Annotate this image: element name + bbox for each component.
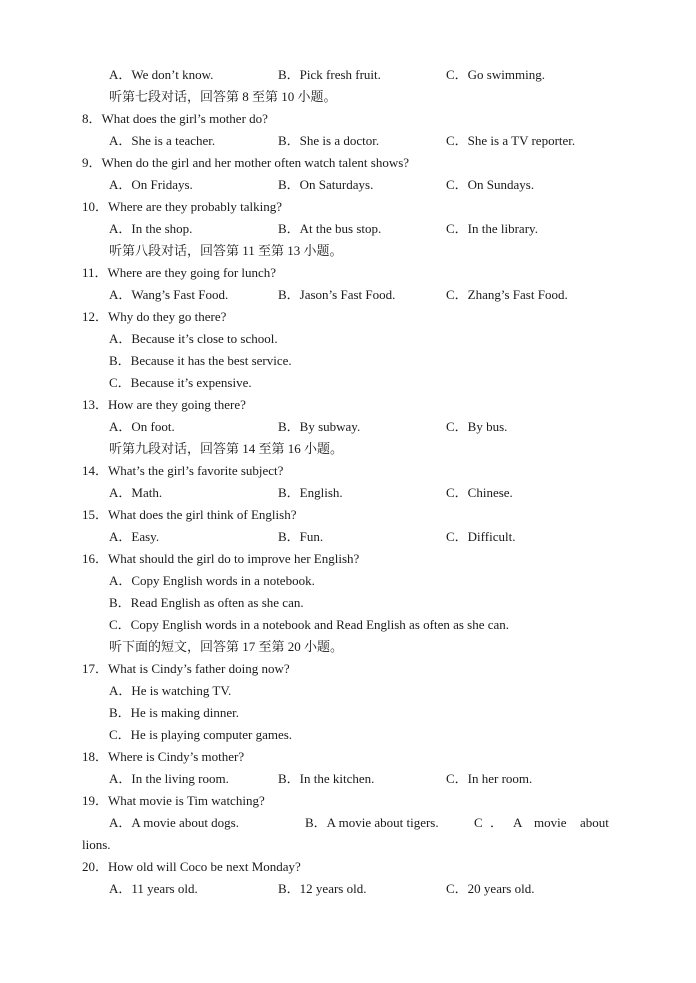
option-a: A．Math. <box>109 485 163 500</box>
option-c: C．20 years old. <box>446 881 535 896</box>
option-b: B．At the bus stop. <box>278 221 382 236</box>
options-row <box>0 768 696 790</box>
option-c: C．Chinese. <box>446 485 513 500</box>
option-c: C．He is playing computer games. <box>109 727 293 742</box>
question-9: 9．When do the girl and her mother often watch talent shows? <box>82 155 410 170</box>
option-b: B．Jason’s Fast Food. <box>278 287 396 302</box>
option-b: B．Pick fresh fruit. <box>278 67 381 82</box>
option-a: A．Copy English words in a notebook. <box>109 573 315 588</box>
options-row <box>0 64 696 86</box>
options-row <box>0 482 696 504</box>
option-b: B．Fun. <box>278 529 324 544</box>
option-b: B．English. <box>278 485 343 500</box>
question-18: 18．Where is Cindy’s mother? <box>82 749 245 764</box>
option-c: C．She is a TV reporter. <box>446 133 576 148</box>
option-a: A．Because it’s close to school. <box>109 331 278 346</box>
question-13: 13．How are they going there? <box>82 397 246 412</box>
question-17: 17．What is Cindy’s father doing now? <box>82 661 290 676</box>
option-c: C．By bus. <box>446 419 508 434</box>
option-c-separator: ． <box>490 815 504 830</box>
option-a: A．Easy. <box>109 529 160 544</box>
option-b: B．In the kitchen. <box>278 771 375 786</box>
option-c: C．Difficult. <box>446 529 516 544</box>
option-b: B．Read English as often as she can. <box>109 595 304 610</box>
option-b: B．A movie about tigers. <box>305 815 439 830</box>
option-b: B．On Saturdays. <box>278 177 374 192</box>
section-instruction: 听第八段对话，回答第 11 至第 13 小题。 <box>109 243 343 258</box>
option-a: A．A movie about dogs. <box>109 815 239 830</box>
options-row <box>0 812 696 834</box>
question-14: 14．What’s the girl’s favorite subject? <box>82 463 284 478</box>
option-c-continuation: lions. <box>82 837 111 852</box>
question-8: 8．What does the girl’s mother do? <box>82 111 268 126</box>
option-a: A．In the shop. <box>109 221 193 236</box>
option-a: A．Wang’s Fast Food. <box>109 287 229 302</box>
option-a: A．She is a teacher. <box>109 133 216 148</box>
option-b: B．She is a doctor. <box>278 133 380 148</box>
option-c-word: A <box>513 815 523 830</box>
options-row <box>0 416 696 438</box>
option-c-letter: C <box>474 815 483 830</box>
options-row <box>0 218 696 240</box>
question-16: 16．What should the girl do to improve her English? <box>82 551 360 566</box>
option-c-word: about <box>580 815 609 830</box>
question-15: 15．What does the girl think of English? <box>82 507 297 522</box>
option-a: A．On foot. <box>109 419 175 434</box>
options-row <box>0 130 696 152</box>
option-c: C．In her room. <box>446 771 533 786</box>
option-a: A．In the living room. <box>109 771 229 786</box>
options-row <box>0 878 696 900</box>
options-row <box>0 284 696 306</box>
section-instruction: 听第九段对话，回答第 14 至第 16 小题。 <box>109 441 344 456</box>
question-11: 11．Where are they going for lunch? <box>82 265 277 280</box>
options-row <box>0 174 696 196</box>
option-a: A．We don’t know. <box>109 67 214 82</box>
option-a: A．On Fridays. <box>109 177 193 192</box>
section-instruction: 听第七段对话，回答第 8 至第 10 小题。 <box>109 89 337 104</box>
option-b: B．12 years old. <box>278 881 367 896</box>
section-instruction: 听下面的短文，回答第 17 至第 20 小题。 <box>109 639 344 654</box>
option-c-word: movie <box>534 815 567 830</box>
option-c: C．Copy English words in a notebook and Read English as often as she can. <box>109 617 510 632</box>
question-20: 20．How old will Coco be next Monday? <box>82 859 301 874</box>
option-c: C．Zhang’s Fast Food. <box>446 287 568 302</box>
option-a: A．He is watching TV. <box>109 683 232 698</box>
option-b: B．Because it has the best service. <box>109 353 292 368</box>
question-10: 10．Where are they probably talking? <box>82 199 282 214</box>
options-row <box>0 526 696 548</box>
option-c: C．On Sundays. <box>446 177 535 192</box>
option-c: C．In the library. <box>446 221 538 236</box>
question-19: 19．What movie is Tim watching? <box>82 793 265 808</box>
question-12: 12．Why do they go there? <box>82 309 227 324</box>
option-c: C．Because it’s expensive. <box>109 375 252 390</box>
option-a: A．11 years old. <box>109 881 198 896</box>
option-c: C．Go swimming. <box>446 67 545 82</box>
option-b: B．By subway. <box>278 419 361 434</box>
option-b: B．He is making dinner. <box>109 705 239 720</box>
